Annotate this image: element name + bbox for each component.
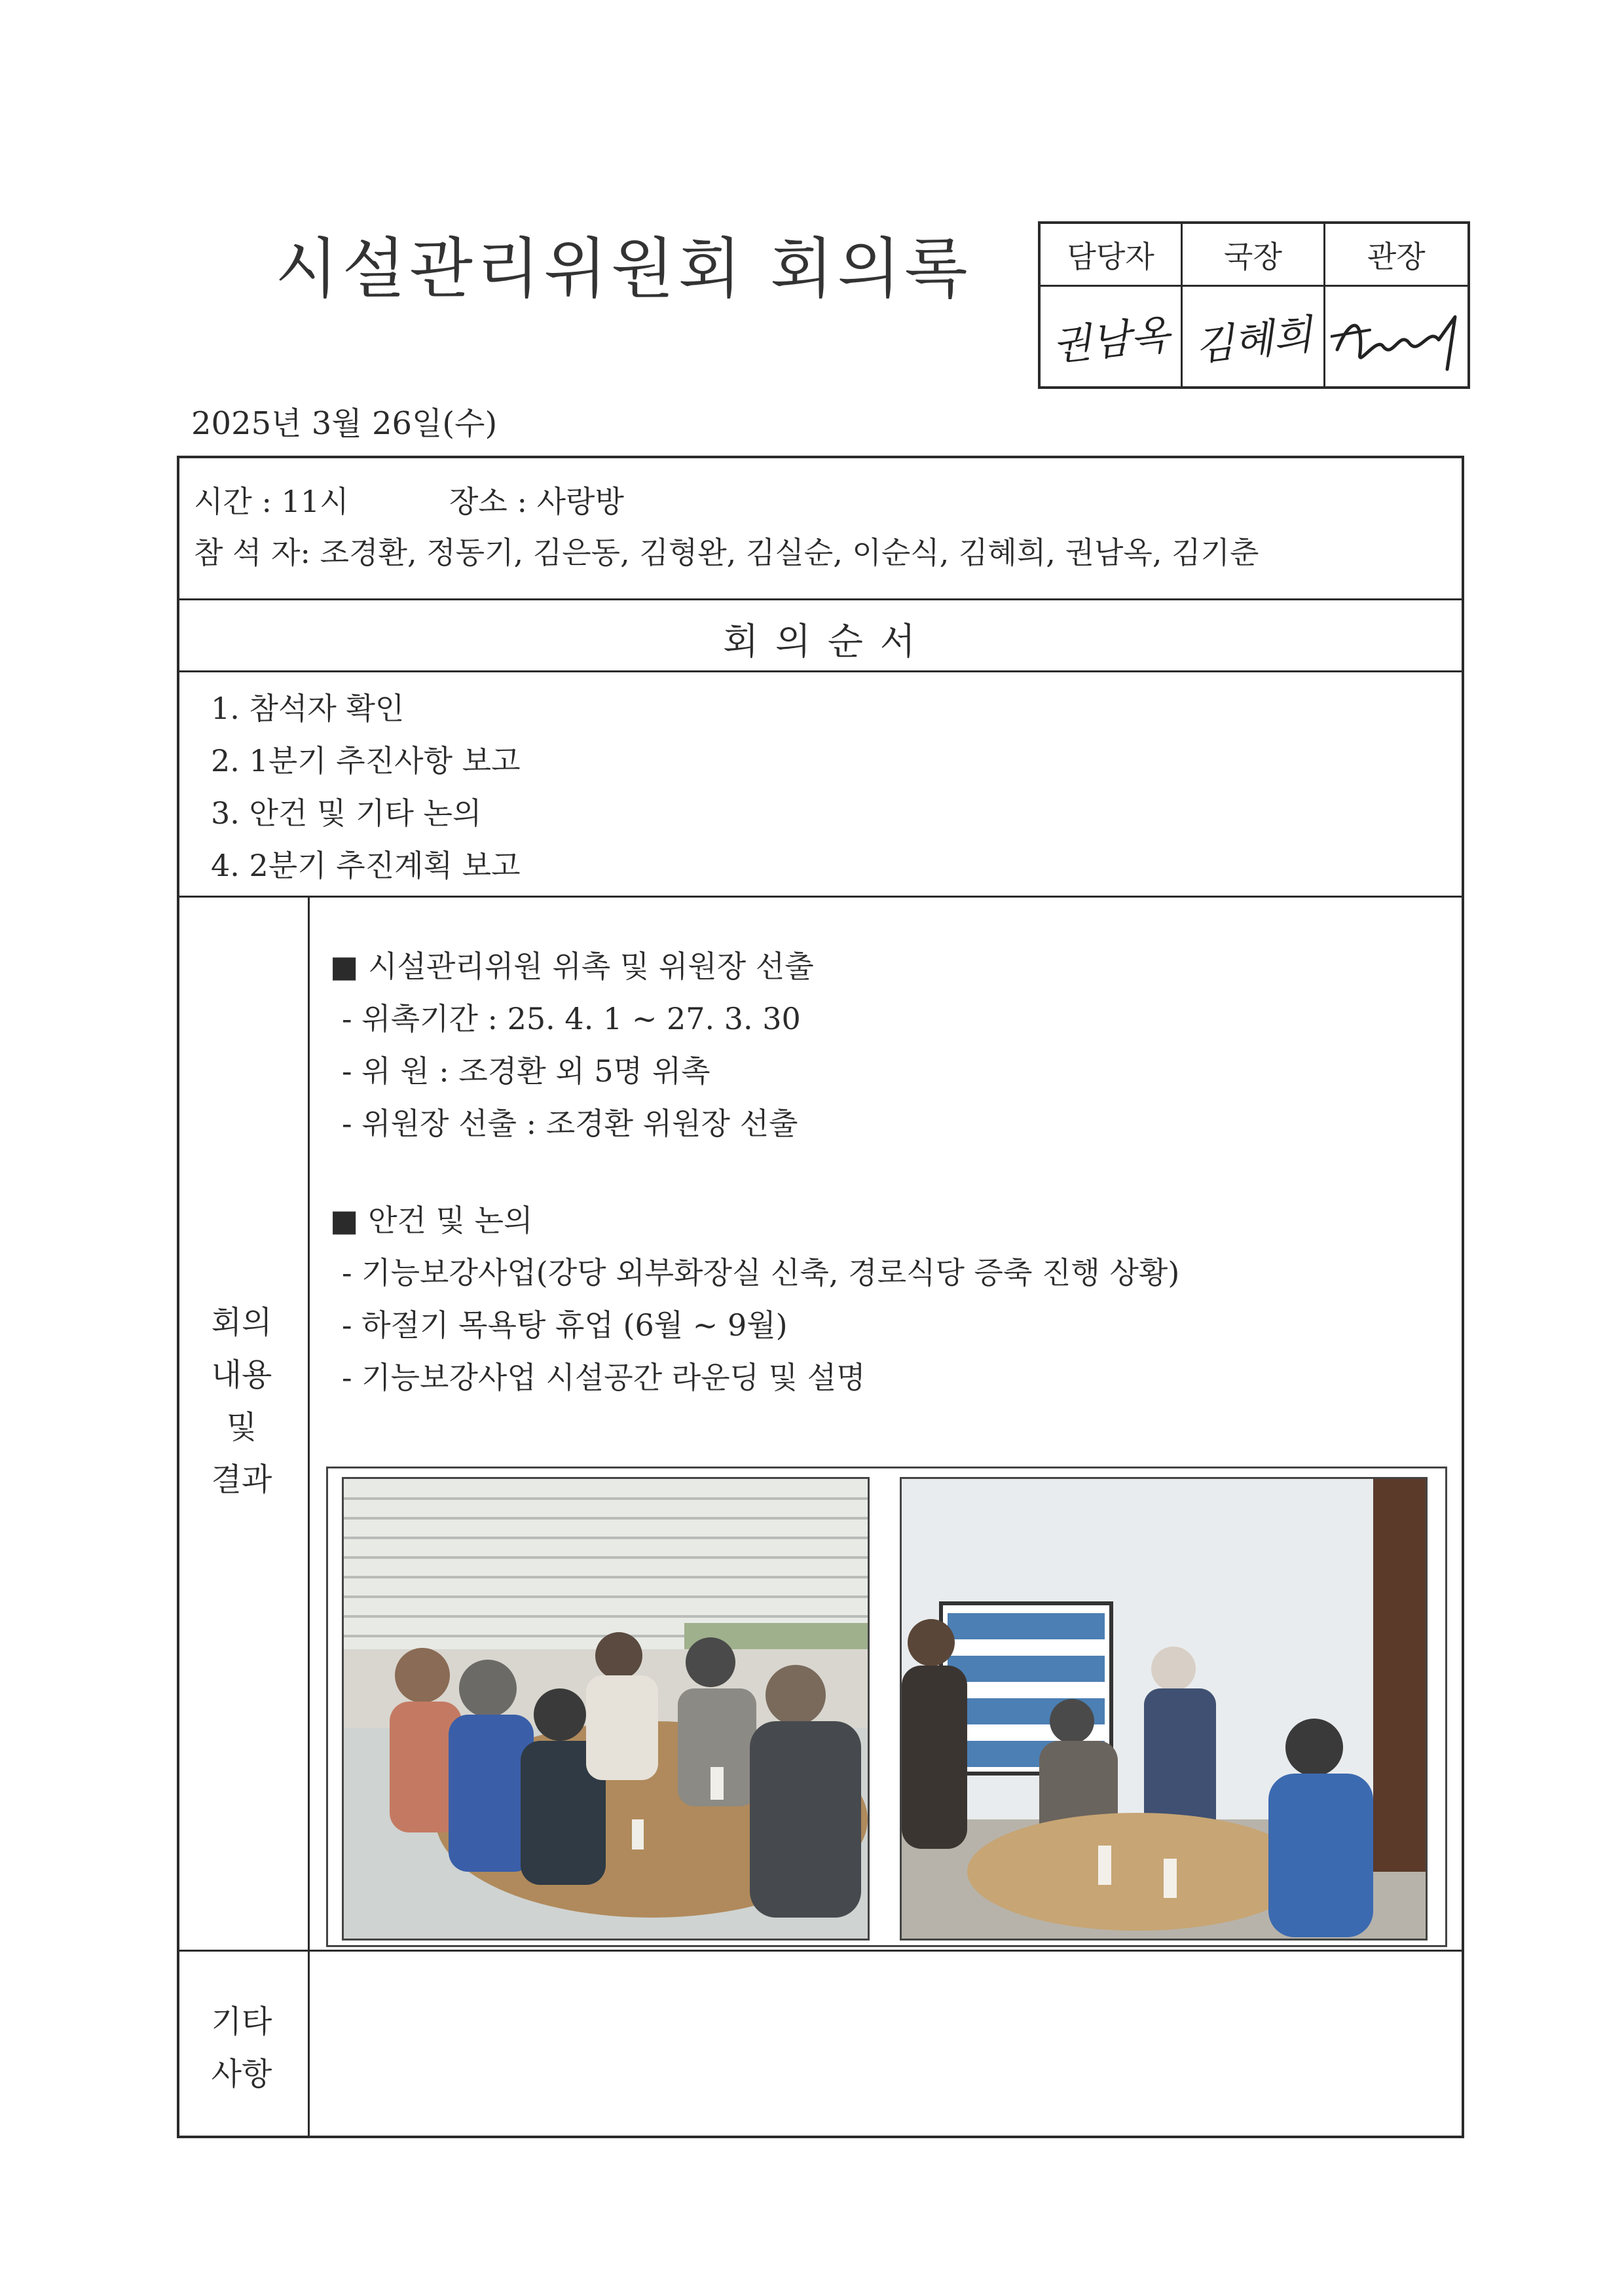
column-divider: [308, 896, 310, 2138]
divider: [179, 598, 1462, 600]
agenda-title: 회 의 순 서: [723, 621, 918, 663]
content-label: [179, 1296, 304, 1506]
content-label-line: 및: [226, 1409, 257, 1446]
meeting-place: 장소 : 사랑방: [449, 484, 624, 519]
section-line: - 위촉기간 : 25. 4. 1 ~ 27. 3. 30: [342, 1001, 801, 1036]
approval-header-staff: 담당자: [1041, 224, 1183, 287]
signature-staff-text: 권남옥: [1050, 310, 1172, 370]
signature-chief-scribble: [1331, 291, 1462, 382]
divider: [179, 896, 1462, 898]
agenda-item: 2. 1분기 추진사항 보고: [211, 743, 521, 778]
minutes-form: [177, 456, 1464, 2138]
document-title: 시설관리위원회 회의록: [275, 230, 972, 307]
section-line: - 기능보강사업 시설공간 라운딩 및 설명: [342, 1360, 866, 1395]
content-label-line: 회의: [211, 1304, 272, 1341]
signature-chief: [1325, 287, 1467, 386]
section-line: - 하절기 목욕탕 휴업 (6월 ~ 9월): [342, 1307, 788, 1343]
divider: [179, 670, 1462, 672]
meeting-time: 시간 : 11시: [194, 484, 349, 519]
meeting-date: 2025년 3월 26일(수): [191, 405, 498, 442]
agenda-item: 4. 2분기 추진계획 보고: [211, 848, 521, 883]
signature-director-text: 김혜희: [1192, 310, 1315, 370]
signature-staff: [1041, 287, 1183, 386]
approval-box: [1038, 221, 1470, 389]
other-label: [179, 1995, 304, 2100]
meeting-photo-2-image: [902, 1479, 1428, 1941]
content-label-line: 내용: [211, 1357, 272, 1393]
signature-director: [1183, 287, 1325, 386]
meeting-photo-2: [900, 1477, 1428, 1941]
agenda-item: 3. 안건 및 기타 논의: [211, 795, 482, 831]
section-line: - 위원장 선출 : 조경환 위원장 선출: [342, 1106, 798, 1141]
other-label-line: 사항: [211, 2056, 272, 2092]
section-line: - 위 원 : 조경환 외 5명 위촉: [342, 1053, 710, 1089]
other-label-line: 기타: [211, 2003, 272, 2040]
approval-header-chief: 관장: [1325, 224, 1467, 287]
section-heading: ■ 시설관리위원 위촉 및 위원장 선출: [330, 949, 814, 984]
section-line: - 기능보강사업(강당 외부화장실 신축, 경로식당 증축 진행 상황): [342, 1255, 1180, 1290]
divider: [179, 1950, 1462, 1952]
content-label-line: 결과: [211, 1461, 272, 1498]
approval-header-director: 국장: [1183, 224, 1325, 287]
meeting-photo-1: [342, 1477, 870, 1941]
agenda-item: 1. 참석자 확인: [211, 691, 405, 726]
meeting-attendees: 참 석 자: 조경환, 정동기, 김은동, 김형완, 김실순, 이순식, 김혜희, 권남옥, 김기춘: [194, 535, 1259, 570]
section-heading: ■ 안건 및 논의: [330, 1203, 533, 1238]
meeting-photo-1-image: [344, 1479, 870, 1941]
other-notes-area: [310, 1958, 1455, 2129]
